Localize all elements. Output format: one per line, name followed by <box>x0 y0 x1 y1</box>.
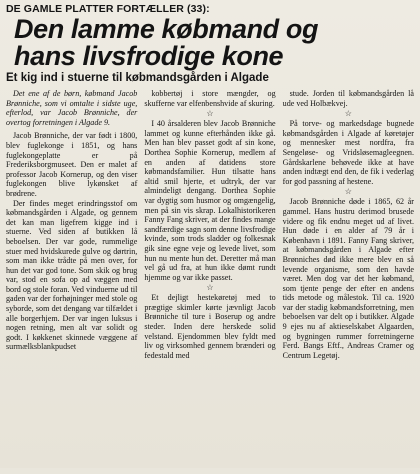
star-divider: ☆ <box>206 109 214 119</box>
star-divider: ☆ <box>344 187 352 197</box>
body-paragraph: Der findes meget erindringsstof om købmandsgården i Algade, og gennem det kan man ligefrem kigge ind i stuerne. Ved siden af butikken lå beboelsen. Der var gode, rummelige stuer med hvidskurede gulve og dørtrin, som man ikke trådte på men over, for hun det var god tone. Som skik og brug var, stod en sofa op ad væggen med bord og stole foran. Ved vinduerne ud til gaden var der forhøjninger med stole og syborde, som det dengang var tilfældet i alle borgerhjem. Der var ingen luksus i nogen retning, men alt var solidt og godt. I køkkenet skinnede væggene af surmælksblankpudset <box>6 198 138 352</box>
headline-line-2: hans livsfrodige kone <box>14 41 284 71</box>
body-paragraph: stude. Jorden til købmandsgården lå ude ved Holbækvej. <box>282 89 414 108</box>
article-body <box>6 89 414 474</box>
body-paragraph: Jacob Brønniche døde i 1865, 62 år gammel. Hans hustru derimod brusede videre og fik endnu meget ud af livet. Hun døde i en alder af 79 år i København i 1891. Fanny Fang skriver, at købmandsgården i Algade efter Brønniches død ikke mere blev en så levende organisme, som den havde været. Men dog var det her købmand, som tjente penge der efter en andens tids metode og målestok. Til ca. 1920 var der stadig købmandsforretning, men beboelsen var delt op i butikker. Algade 9 ejes nu af aktieselskabet Algaarden, og bygningen rummer forretningerne Ferd. Bangs Eftf., Andreas Cramer og Centrum Legetøj. <box>282 197 414 360</box>
column-1 <box>6 89 137 474</box>
body-paragraph: I 40 årsalderen blev Jacob Brønniche lammet og kunne efterhånden ikke gå. Men han blev passet godt af sin kone, Dorthea Sophie Kornerup, medlem af en anden af datidens store købmandsfamilier. Hun tilsatte hans altid smil hjerte, et udtryk, der var almindeligt dengang. Dorthea Sophie var dygtig som husmor og omgængelig, men på sin vis skrap. Lokalhistorikeren Fanny Fang skriver, at der findes mange sandfærdige sagn som denne livsfrodige kvinde, som trods sladder og folkesnak gik sine egne veje og levede livet, som hun nu mente hun det. Deretter må man vel gå ud fra, at hun ikke dømt rundt hjemme og var ikke passet. <box>144 119 276 282</box>
series-kicker: DE GAMLE PLATTER FORTÆLLER (33): <box>6 3 210 15</box>
lead-paragraph: Det ene af de børn, købmand Jacob Brønniche, som vi omtalte i sidste uge, efterlod, var Jacob Brønniche, der overtog forretningen i Algade 9. <box>6 89 138 127</box>
headline-line-1: Den lamme købmand og <box>14 14 319 44</box>
article-subheadline: Et kig ind i stuerne til købmandsgården i Algade <box>6 72 269 84</box>
column-3 <box>283 89 414 474</box>
star-divider: ☆ <box>206 283 214 293</box>
body-paragraph: Jacob Brønniche, der var født i 1800, blev fuglekonge i 1851, og hans fuglekongeplatte er på Frederiksborgmuseet. Den er malet af professor Jacob Kornerup, og den viser fuglekongen blive lykønsket af brødrene. <box>6 131 138 198</box>
body-paragraph: På torve- og markedsdage bugnede købmandsgården i Algade af køretøjer og mennesker mest nordfra, fra Sengeløse- og Vridsløsemagleegnen. Gårdskarlene behøvede ikke at have anden indtægt end den, de fik i vederlag for god passning af hestene. <box>282 119 414 186</box>
article-headline <box>6 16 414 70</box>
star-divider: ☆ <box>344 109 352 119</box>
body-paragraph: kobbertøj i store mængder, og skufferne var elfenbenshvide af skuring. <box>144 89 276 108</box>
column-2 <box>144 89 275 474</box>
body-paragraph: Et dejligt hestekøretøj med to prægtige skimler kørte jævnligt Jacob Brønniche til ture i Boserup og andre steder. Inden dere herskede solid velstand. Ejendommen blev fyldt med liv og virksomhed gennem brænderi og fedestald med <box>144 293 276 360</box>
